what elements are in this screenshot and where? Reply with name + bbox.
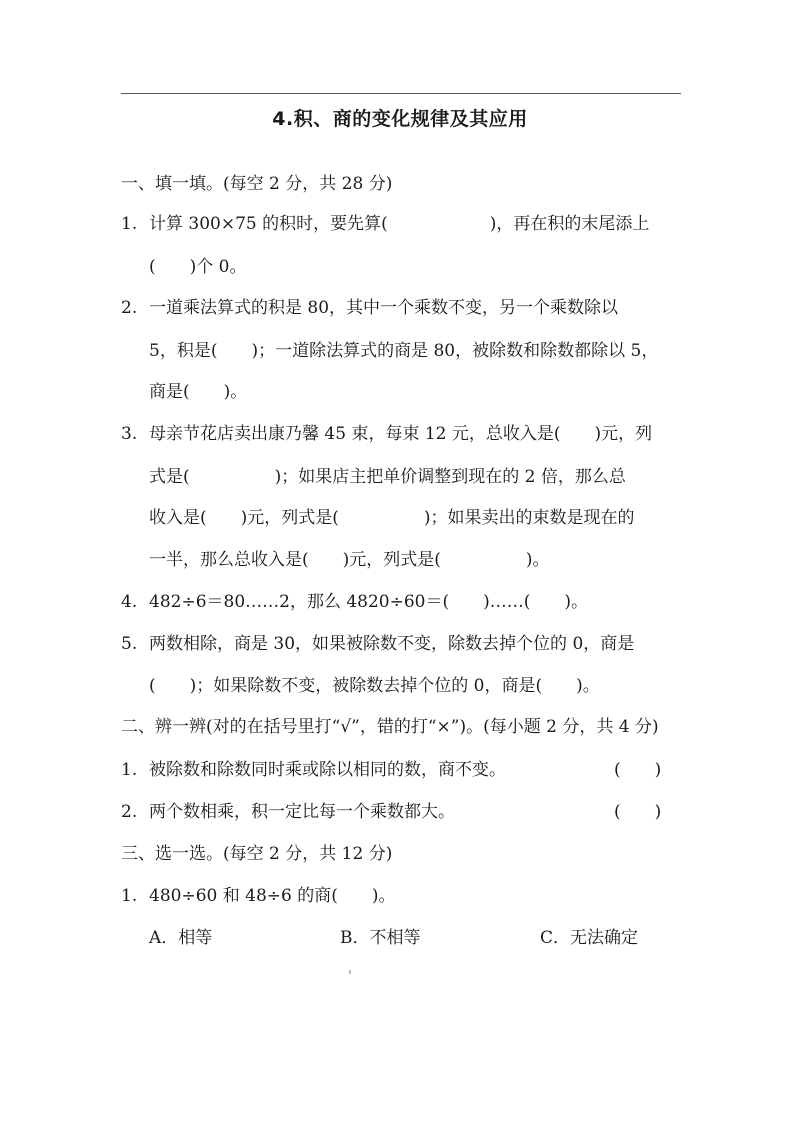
choice-option-c: C．无法确定: [540, 928, 639, 948]
judge-item-1: [121, 758, 506, 782]
judge-item-2: [121, 800, 455, 824]
choice-option-a: A．相等: [149, 928, 213, 948]
q5-text-line2: ( )；如果除数不变，被除数去掉个位的 0，商是( )。: [149, 676, 600, 696]
q5-text-line1: 两数相除，商是 30，如果被除数不变，除数去掉个位的 0，商是: [149, 634, 635, 654]
q4-text-line1: 482÷6＝80……2，那么 4820÷60＝( )……( )。: [149, 592, 589, 612]
q4-number: 4.: [121, 592, 138, 612]
q3-text-line4: 一半，那么总收入是( )元，列式是( )。: [149, 550, 550, 570]
q1-number: 1.: [121, 214, 138, 234]
section2-heading: 二、辨一辨(对的在括号里打“√”，错的打“×”)。(每小题 2 分，共 4 分): [121, 717, 659, 737]
judge-item-2-number: 2.: [121, 802, 138, 822]
q1-text-line1: 计算 300×75 的积时，要先算( )，再在积的末尾添上: [149, 214, 650, 234]
q3-number: 3.: [121, 424, 138, 444]
judge-item-1-number: 1.: [121, 760, 138, 780]
q3-text-line3: 收入是( )元，列式是( )；如果卖出的束数是现在的: [149, 508, 635, 528]
judge-item-2-text: 两个数相乘，积一定比每一个乘数都大。: [149, 802, 455, 822]
judge-item-1-text: 被除数和除数同时乘或除以相同的数，商不变。: [149, 760, 506, 780]
q3-text-line2: 式是( )；如果店主把单价调整到现在的 2 倍，那么总: [149, 467, 626, 487]
q1-line1: [121, 212, 649, 236]
q4-line1: [121, 590, 588, 614]
choice-q1: [121, 884, 396, 908]
q2-number: 2.: [121, 298, 138, 318]
choice-option-b: B．不相等: [340, 928, 421, 948]
q5-number: 5.: [121, 634, 138, 654]
q2-text-line3: 商是( )。: [149, 382, 248, 402]
q3-line1: [121, 422, 652, 446]
judge-item-2-answer-box: ( ): [614, 802, 662, 822]
q5-line1: [121, 632, 634, 656]
q1-text-line2: ( )个 0。: [149, 257, 247, 277]
scan-speck: [349, 970, 351, 974]
q3-text-line1: 母亲节花店卖出康乃馨 45 束，每束 12 元，总收入是( )元，列: [149, 424, 653, 444]
choice-q1-number: 1.: [121, 886, 138, 906]
header-rule: [121, 93, 681, 94]
judge-item-1-answer-box: ( ): [614, 760, 662, 780]
q2-text-line1: 一道乘法算式的积是 80，其中一个乘数不变，另一个乘数除以: [149, 298, 619, 318]
section1-heading: 一、填一填。(每空 2 分，共 28 分): [121, 174, 393, 194]
q2-line1: [121, 296, 618, 320]
section3-heading: 三、选一选。(每空 2 分，共 12 分): [121, 844, 393, 864]
choice-q1-text: 480÷60 和 48÷6 的商( )。: [149, 886, 396, 906]
q2-text-line2: 5，积是( )；一道除法算式的商是 80，被除数和除数都除以 5，: [149, 341, 659, 361]
page-title: 4.积、商的变化规律及其应用: [272, 108, 528, 130]
